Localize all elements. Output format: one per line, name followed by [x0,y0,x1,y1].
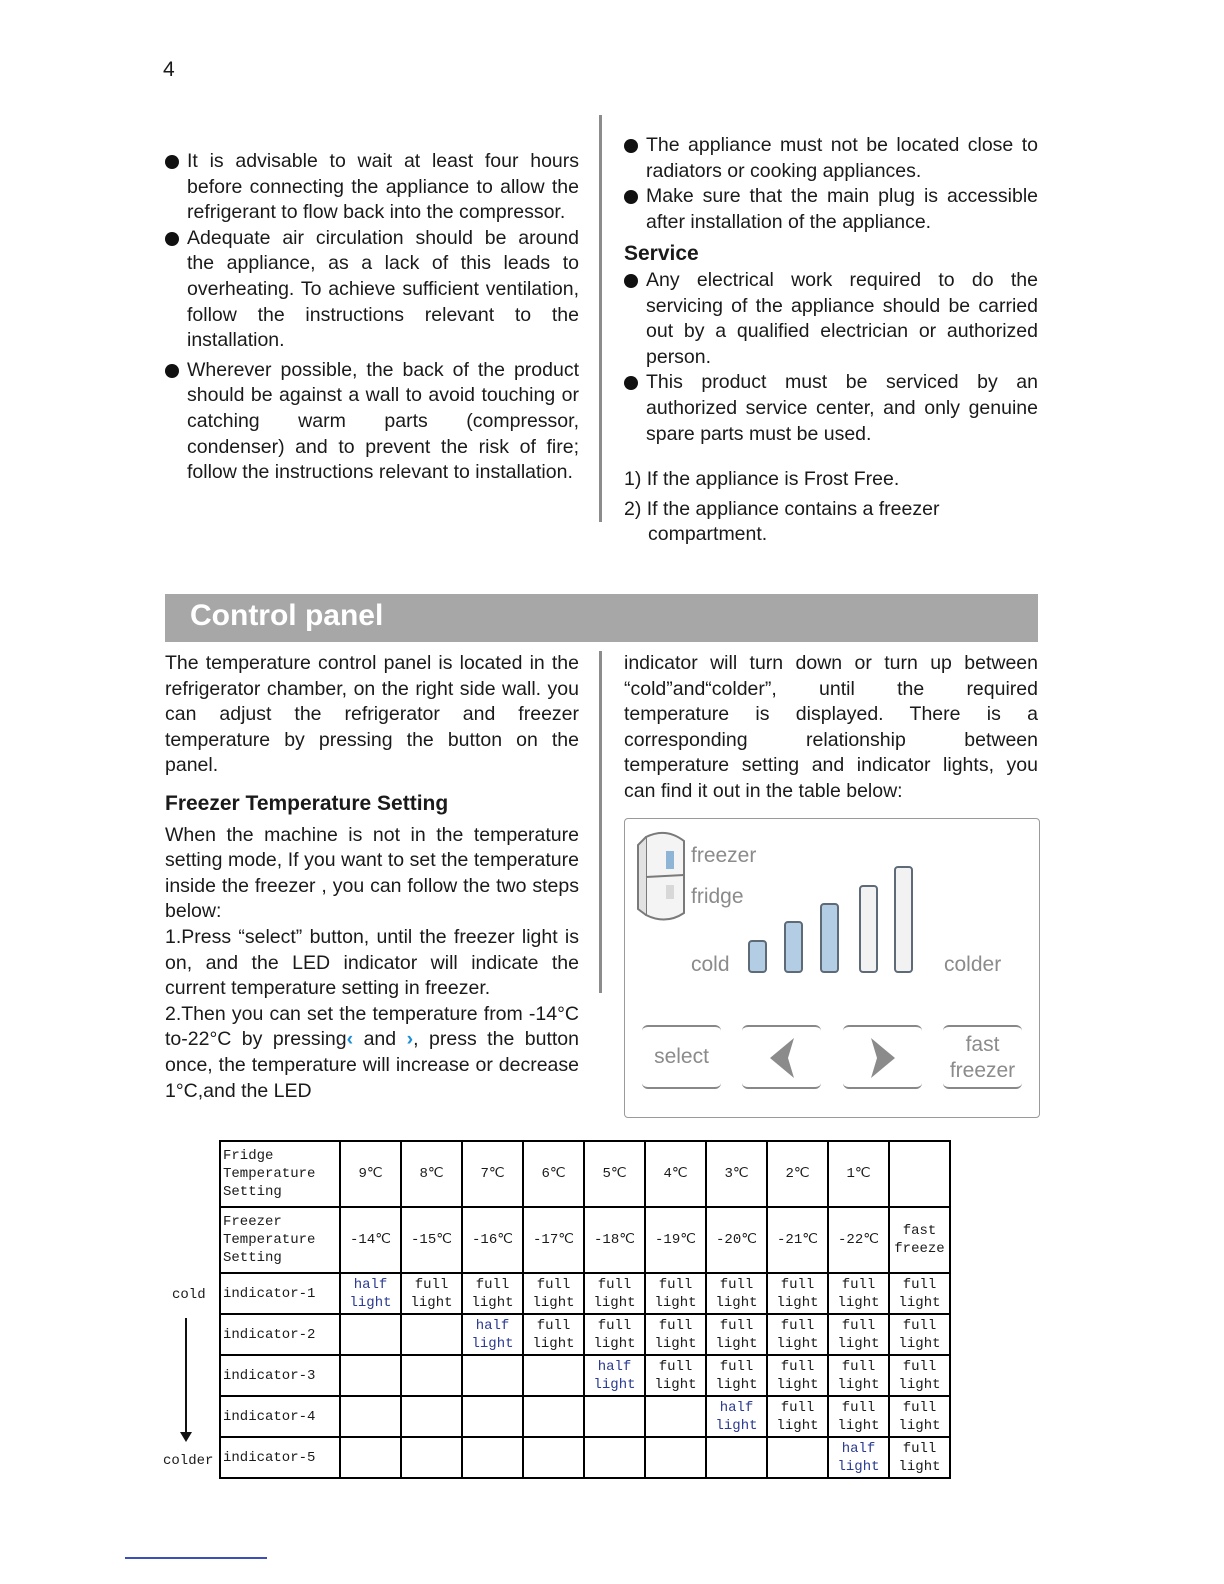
indicator-cell [401,1314,462,1355]
fridge-setting-header [220,1141,340,1207]
indicator-cell: full light [584,1273,645,1314]
fridge-label: fridge [691,885,744,908]
column-divider-bottom [599,651,602,993]
right-arrow-icon: › [406,1028,414,1051]
indicator-cell [340,1314,401,1355]
indicator-cell [584,1437,645,1478]
fridge-header-line: Fridge [223,1148,274,1164]
indicator-bar-4 [859,885,878,973]
indicator-bar-2 [784,921,803,973]
control-panel-banner: Control panel [165,594,1038,642]
indicator-cell [584,1396,645,1437]
right-safety-column [624,133,1038,548]
bullet-radiators: The appliance must not be located close to radiators or cooking appliances. [624,133,1038,184]
indicator-cell [462,1437,523,1478]
indicator-row [220,1314,950,1355]
service-heading: Service [624,242,699,266]
indicator-bar-3 [820,903,839,973]
chevron-left-icon [764,1036,800,1080]
left-arrow-icon: ‹ [346,1028,354,1051]
page-number: 4 [163,58,175,81]
freezer-header-line: Setting [223,1250,282,1266]
fridge-temp-row [220,1141,950,1207]
fridge-temp-cell: 4℃ [645,1141,706,1207]
control-panel-illustration [624,818,1040,1118]
bullet-air-circulation: Adequate air circulation should be around the appliance, as a lack of this leads to overheating. To achieve sufficient ventilation, follow the instructions relevant to the installation. [165,226,579,354]
indicator-cell: full light [462,1273,523,1314]
indicator-cell: full light [767,1314,828,1355]
freezer-temp-cell: -15℃ [401,1207,462,1273]
step-two-text-a: 2.Then you can set the temperature from -14°C to-22°C by pressing [165,1002,579,1051]
control-intro: The temperature control panel is located in the refrigerator chamber, on the right side wall. you can adjust the refrigerator and freezer temperature by pressing the button on the panel. [165,652,579,777]
freezer-temp-cell: -14℃ [340,1207,401,1273]
indicator-cell: half light [706,1396,767,1437]
indicator-cell [767,1437,828,1478]
bullet-wait-hours: It is advisable to wait at least four hours before connecting the appliance to allow the refrigerant to flow back into the compressor. [165,149,579,226]
indicator-cell [340,1355,401,1396]
freezer-setting-header [220,1207,340,1273]
indicator-cell: full light [889,1314,950,1355]
freezer-temp-cell: -19℃ [645,1207,706,1273]
fridge-temp-cell [889,1141,950,1207]
note-freezer-compartment: 2) If the appliance contains a freezer compartment. [624,497,940,546]
indicator-cell [462,1396,523,1437]
step-two-and: and [363,1028,397,1051]
freezer-setting-text: When the machine is not in the temperature setting mode, If you want to set the temperature inside the freezer , you can follow the two steps below: [165,823,579,923]
indicator-cell: full light [706,1355,767,1396]
indicator-cell [401,1396,462,1437]
left-safety-column [165,149,579,486]
fast-label: fast [965,1033,1000,1056]
freezer-temp-cell: -22℃ [828,1207,889,1273]
indicator-label: indicator-3 [220,1355,340,1396]
step-two-text-b: , press the button once, the temperature will increase or decrease 1°C,and the LED [165,1028,579,1102]
indicator-cell [401,1355,462,1396]
indicator-cell: full light [889,1437,950,1478]
freezer-temp-cell: -18℃ [584,1207,645,1273]
bullet-main-plug: Make sure that the main plug is accessible after installation of the appliance. [624,184,1038,235]
indicator-cell: full light [523,1314,584,1355]
cold-to-colder-arrow [185,1318,187,1434]
fridge-temp-cell: 6℃ [523,1141,584,1207]
chevron-right-icon [865,1036,901,1080]
fridge-temp-cell: 1℃ [828,1141,889,1207]
indicator-cell: full light [828,1355,889,1396]
indicator-cell [523,1355,584,1396]
right-button[interactable] [843,1025,922,1089]
select-button[interactable] [642,1025,721,1089]
left-button[interactable] [742,1025,821,1089]
freezer-temp-cell: -21℃ [767,1207,828,1273]
indicator-cell: full light [584,1314,645,1355]
indicator-label: indicator-1 [220,1273,340,1314]
indicator-label: indicator-2 [220,1314,340,1355]
freezer-button-label: freezer [949,1059,1016,1082]
indicator-label: indicator-5 [220,1437,340,1478]
bullet-wall-placement: Wherever possible, the back of the product should be against a wall to avoid touching or catching warm parts (compressor, condenser) and to prevent the risk of fire; follow the instructions relevant to installation. [165,358,579,486]
indicator-row [220,1437,950,1478]
indicator-cell: full light [828,1314,889,1355]
indicator-cell: full light [889,1396,950,1437]
fridge-temp-cell: 2℃ [767,1141,828,1207]
colder-label: colder [944,953,1002,976]
fridge-freezer-icon [632,829,692,925]
indicator-cell: full light [889,1355,950,1396]
indicator-label: indicator-4 [220,1396,340,1437]
freezer-temp-cell: fast freeze [889,1207,950,1273]
fridge-temp-cell: 7℃ [462,1141,523,1207]
fridge-header-line: Temperature [223,1166,316,1182]
freezer-setting-heading: Freezer Temperature Setting [165,791,449,815]
indicator-cell [645,1396,706,1437]
indicator-cell: full light [706,1314,767,1355]
indicator-cell: full light [401,1273,462,1314]
indicator-cell [401,1437,462,1478]
note-frost-free: 1) If the appliance is Frost Free. [624,468,900,491]
indicator-cell: full light [645,1273,706,1314]
footnote-rule [125,1557,267,1559]
step-one: 1.Press “select” button, until the freezer light is on, and the LED indicator will indicate the current temperature setting in freezer. [165,925,579,1000]
freezer-temp-cell: -16℃ [462,1207,523,1273]
fridge-header-line: Setting [223,1184,282,1200]
indicator-cell: full light [767,1273,828,1314]
indicator-cell: full light [889,1273,950,1314]
freezer-label: freezer [691,844,757,867]
select-button-label: select [654,1045,709,1068]
column-divider-top [599,115,602,522]
freezer-temp-row [220,1207,950,1273]
step-two [165,1002,579,1104]
indicator-cell: half light [828,1437,889,1478]
indicator-cell [645,1437,706,1478]
freezer-temp-cell: -20℃ [706,1207,767,1273]
fridge-temp-cell: 8℃ [401,1141,462,1207]
indicator-cell [523,1437,584,1478]
control-left-column [165,651,579,1104]
freezer-header-line: Temperature [223,1232,316,1248]
indicator-cell: half light [584,1355,645,1396]
cold-label: cold [691,953,730,976]
indicator-row [220,1355,950,1396]
indicator-cell [340,1437,401,1478]
fast-freezer-button[interactable] [943,1025,1022,1089]
bullet-electrical-work: Any electrical work required to do the servicing of the appliance should be carried out by a qualified electrician or authorized person. [624,268,1038,370]
indicator-cell: full light [828,1396,889,1437]
indicator-cell [523,1396,584,1437]
indicator-cell [340,1396,401,1437]
temperature-indicator-table [219,1140,951,1479]
indicator-cell [462,1355,523,1396]
indicator-cell: full light [767,1355,828,1396]
freezer-header-line: Freezer [223,1214,282,1230]
indicator-cell: full light [645,1314,706,1355]
fridge-temp-cell: 3℃ [706,1141,767,1207]
indicator-row [220,1273,950,1314]
indicator-cell: full light [523,1273,584,1314]
bullet-authorized-service: This product must be serviced by an authorized service center, and only genuine spare parts must be used. [624,370,1038,447]
control-right-text: indicator will turn down or turn up between “cold”and“colder”, until the required temperature is displayed. There is a corresponding relationship between temperature setting and indicator lights, you can find it out in the table below: [624,652,1038,802]
freezer-temp-cell: -17℃ [523,1207,584,1273]
side-colder-label: colder [163,1453,214,1469]
indicator-cell: full light [706,1273,767,1314]
indicator-cell: half light [462,1314,523,1355]
fridge-temp-cell: 5℃ [584,1141,645,1207]
indicator-cell: full light [645,1355,706,1396]
arrow-head-icon [180,1432,192,1442]
indicator-row [220,1396,950,1437]
indicator-cell: half light [340,1273,401,1314]
indicator-cell: full light [828,1273,889,1314]
indicator-bar-1 [748,940,767,973]
indicator-bar-5 [894,866,913,973]
indicator-cell: full light [767,1396,828,1437]
indicator-cell [706,1437,767,1478]
side-cold-label: cold [172,1287,206,1303]
fridge-temp-cell: 9℃ [340,1141,401,1207]
